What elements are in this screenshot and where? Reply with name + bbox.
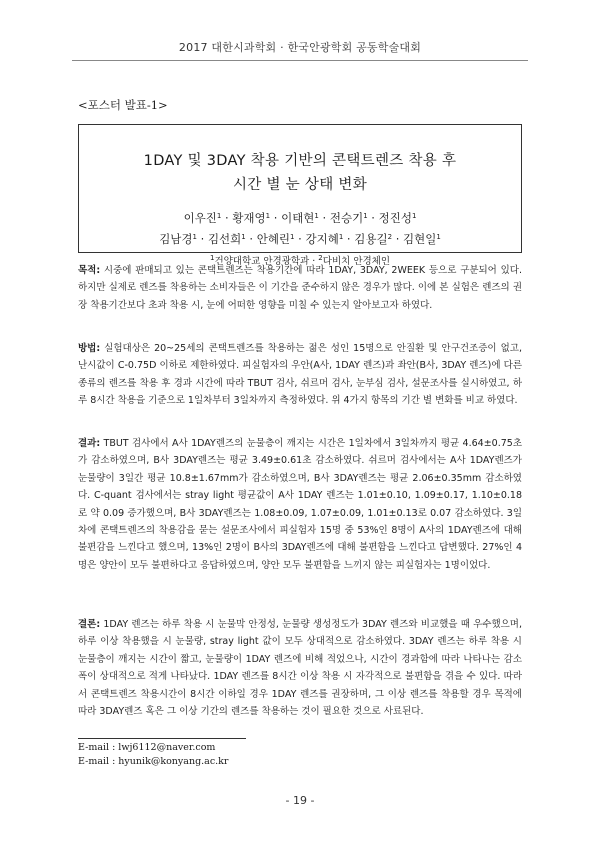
title-line-2: 시간 별 눈 상태 변화 xyxy=(232,177,368,193)
paper-title xyxy=(79,149,521,197)
section-label: 결과: xyxy=(78,438,101,449)
contact-emails xyxy=(78,741,228,769)
section-text: 1DAY 렌즈는 하루 착용 시 눈물막 안정성, 눈물량 생성정도가 3DAY 렌즈와 비교했을 때 우수했으며, 하루 이상 착용했을 시 눈물량, stray light 값이 모두 상대적으로 감소하였다. 3DAY 렌즈는 하루 착용 시 눈물층이 깨지는 시간이 짧고, 눈물량이 1DAY 렌즈에 비해 적었으나, 시간이 경과함에 따라 나타나는 감소폭이 상대적으로 적게 나타났다. 1DAY 렌즈를 8시간 이상 착용 시 자각적으로 불편함을 겪을 수 있다. 따라서 콘택트렌즈 착용시간이 8시간 이하일 경우 1DAY 렌즈를 권장하며, 그 이상 렌즈를 착용할 경우 목적에 따라 3DAY렌즈 혹은 그 이상 기간의 렌즈를 착용하는 것이 필요한 것으로 사료된다. xyxy=(78,619,522,718)
author-separator: · xyxy=(196,232,208,246)
affiliation-1: 건양대학교 안경광학과 · xyxy=(214,256,319,267)
author-row-2 xyxy=(0,229,600,250)
email-line-2: E-mail : hyunik@konyang.ac.kr xyxy=(78,756,229,767)
author-separator: · xyxy=(245,232,257,246)
author-affil-mark: 1 xyxy=(314,212,319,220)
author-affil-mark: 1 xyxy=(363,212,368,220)
author-affil-mark: 1 xyxy=(265,212,271,220)
header-divider xyxy=(72,60,528,61)
section-text: TBUT 검사에서 A사 1DAY렌즈의 눈물층이 깨지는 시간은 1일차에서 3일차까지 평균 4.64±0.75초가 감소하였으며, B사 3DAY렌즈는 평균 3.49±0.61초 감소하였다. 쉬르머 검사에서는 A사 1DAY렌즈가 눈물량이 3일간 평균 10.8±1.67mm가 감소하였으며, B사 3DAY렌즈는 평균 2.06±0.35mm 감소하였다. C-quant 검사에서는 stray light 평균값이 A사 1DAY 렌즈는 1.01±0.10, 1.09±0.17, 1.10±0.18로 약 0.09 증가했으며, B사 3DAY렌즈는 1.08±0.09, 1.07±0.09, 1.01±0.13로 0.07 감소하였다. 3일 차에 콘택트렌즈의 착용감을 묻는 설문조사에서 피실험자 15명 중 53%인 8명이 A사의 1DAY렌즈에 대해 불편감을 느낀다고 했으며, 13%인 2명이 B사의 3DAY렌즈에 대해 불편함을 느낀다고 답변했다. 27%인 4명은 양안이 모두 불편하다고 응답하였으며, 양안 모두 불편함을 느끼지 않는 피실험자는 1명이었다. xyxy=(78,438,522,571)
page-number: - 19 - xyxy=(285,794,315,807)
title-line-1: 1DAY 및 3DAY 착용 기반의 콘택트렌즈 착용 후 xyxy=(143,153,457,169)
author-affil-mark: 1 xyxy=(241,233,246,241)
author-separator: · xyxy=(221,211,233,225)
author-name: 이우진 xyxy=(183,211,217,225)
author-name: 안혜린 xyxy=(256,232,291,246)
author-name: 정진성 xyxy=(378,211,412,225)
author-affil-mark: 1 xyxy=(216,212,222,220)
section-purpose xyxy=(78,262,522,314)
author-affil-mark: 1 xyxy=(338,233,344,241)
author-affil-mark: 1 xyxy=(411,212,417,220)
author-affil-mark: 2 xyxy=(387,233,393,241)
session-label: <포스터 발표-1> xyxy=(78,98,168,112)
author-separator: · xyxy=(318,211,330,225)
author-affil-mark: 1 xyxy=(290,233,295,241)
author-name: 김용길 xyxy=(354,232,388,246)
author-separator: · xyxy=(367,211,379,225)
author-name: 김선희 xyxy=(207,232,242,246)
footnote-divider xyxy=(78,738,246,739)
author-name: 황재영 xyxy=(232,211,266,225)
affil-mark-1: 1 xyxy=(209,254,215,262)
section-label: 목적: xyxy=(78,265,101,276)
author-separator: · xyxy=(343,232,355,246)
author-affil-mark: 1 xyxy=(436,233,441,241)
author-name: 전승기 xyxy=(329,211,364,225)
author-separator: · xyxy=(392,232,404,246)
author-list xyxy=(0,208,600,250)
section-results xyxy=(78,435,522,574)
author-separator: · xyxy=(270,211,282,225)
section-label: 결론: xyxy=(78,619,101,630)
author-name: 이태현 xyxy=(281,211,315,225)
author-affil-mark: 1 xyxy=(192,233,197,241)
section-text: 시중에 판매되고 있는 콘택트렌즈는 착용기간에 따라 1DAY, 3DAY, 2WEEK 등으로 구분되어 있다. 하지만 실제로 렌즈를 착용하는 소비자들은 이 기간을 준수하지 않은 경우가 많다. 이에 본 실험은 렌즈의 권장 착용기간보다 초과 착용 시, 눈에 어떠한 영향을 미칠 수 있는지 알아보고자 하였다. xyxy=(78,265,522,311)
author-name: 김남경 xyxy=(159,232,193,246)
section-conclusion xyxy=(78,616,522,720)
author-name: 김현일 xyxy=(403,232,437,246)
author-row-1 xyxy=(0,208,600,229)
section-methods xyxy=(78,340,522,410)
section-label: 방법: xyxy=(78,343,101,354)
affiliation-2: 다비치 안경체인 xyxy=(322,256,391,267)
author-name: 강지혜 xyxy=(305,232,339,246)
conference-header: 2017 대한시과학회 · 한국안광학회 공동학술대회 xyxy=(178,41,422,54)
email-line-1: E-mail : lwj6112@naver.com xyxy=(78,742,216,753)
section-text: 실험대상은 20~25세의 콘택트렌즈를 착용하는 젊은 성인 15명으로 안질환 및 안구건조증이 없고, 난시값이 C-0.75D 이하로 제한하였다. 피실험자의 우안(A사, 1DAY 렌즈)과 좌안(B사, 3DAY 렌즈)에 다른 종류의 렌즈를 착용 후 경과 시간에 따라 TBUT 검사, 쉬르머 검사, 눈부심 검사, 설문조사를 실시하였고, 하루 8시간 착용을 기준으로 1일차부터 3일차까지 측정하였다. 위 4가지 항목의 기간 별 변화를 비교 하였다. xyxy=(78,343,522,407)
affil-mark-2: 2 xyxy=(318,254,323,262)
author-separator: · xyxy=(294,232,306,246)
